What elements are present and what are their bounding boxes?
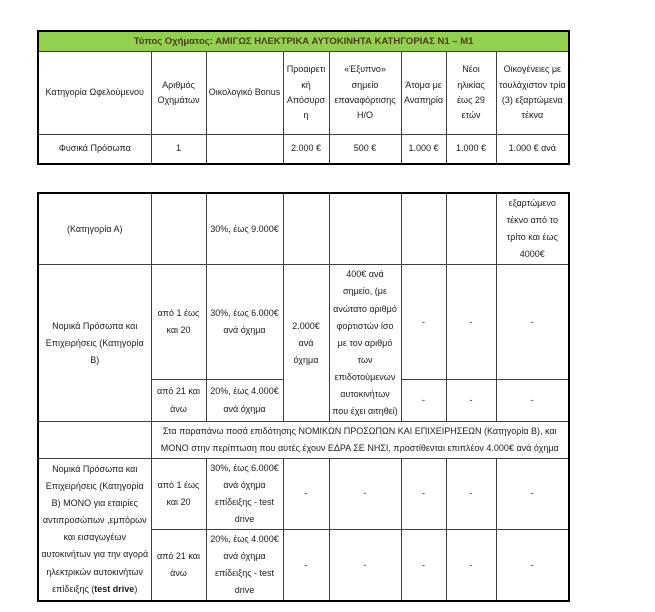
vehicle-type-table [37,30,570,165]
cell-empty [401,193,446,265]
cell-category-individuals: Φυσικά Πρόσωπα [38,135,151,165]
cell-dash: - [496,265,569,379]
cell-category-a: (Κατηγορία Α) [38,193,151,265]
cell-category-legal-entities: Νομικά Πρόσωπα και Επιχειρήσεις (Κατηγορία Β) [38,265,151,422]
cell-family-continuation: εξαρτώμενο τέκνο από το τρίτο και έως 4000€ [496,193,569,265]
table-row-test-drive-1-20 [38,458,569,529]
header-row [38,52,569,135]
cell-scrappage-per-vehicle: 2.000€ ανά όχημα [283,265,329,422]
cell-dash: - [401,458,446,529]
cell-num-21-plus: από 21 και άνω [151,529,206,601]
cell-dash: - [401,379,446,421]
cell-num-1-to-20: από 1 έως και 20 [151,458,206,529]
cell-dash: - [283,529,329,601]
table-row-legal-entities-1-20 [38,265,569,379]
test-drive-bold-text: test drive [94,583,135,594]
table-row-island-note [38,422,569,458]
cell-dash: - [329,458,401,529]
cell-eco-bonus-20pct-test-drive: 20%, έως 4.000€ ανά όχημα επίδειξης - test drive [206,529,283,601]
cell-empty [151,193,206,265]
cell-empty [283,193,329,265]
vehicle-type-title: Τύπος Οχήματος: ΑΜΙΓΩΣ ΗΛΕΚΤΡΙΚΑ ΑΥΤΟΚΙΝΗΤΑ ΚΑΤΗΓΟΡΙΑΣ Ν1 – Μ1 [38,31,569,52]
cell-num-vehicles: 1 [151,135,206,165]
cell-eco-bonus-30pct-test-drive: 30%, έως 6.000€ ανά όχημα επίδειξης - test drive [206,458,283,529]
island-note-text: Στα παραπάνω ποσά επιδότησης ΝΟΜΙΚΩΝ ΠΡΟΣΩΠΩΝ ΚΑΙ ΕΠΙΧΕΙΡΗΣΕΩΝ (Κατηγορία Β), και ΜΟΝΟ στην περίπτωση που αυτές έχουν ΕΔΡΑ ΣΕ ΝΗΣΙ, προστίθενται επιπλέον 4.000€ ανά όχημα [151,422,569,458]
cell-eco-bonus-20pct: 20%, έως 4.000€ ανά όχημα [206,379,283,421]
cell-dash: - [401,265,446,379]
cell-empty [38,422,151,458]
cell-dash: - [401,529,446,601]
cell-empty [329,193,401,265]
cell-young-amount: 1.000 € [446,135,496,165]
cell-dash: - [446,265,496,379]
cell-dash: - [496,529,569,601]
cell-family-amount: 1.000 € ανά [496,135,569,165]
cell-eco-bonus-cat-a: 30%, έως 9.000€ [206,193,283,265]
col-header-beneficiary-category: Κατηγορία Ωφελούμενου [38,52,151,135]
table-row-individuals [38,135,569,165]
col-header-disabled-persons: Άτομα με Αναπηρία [401,52,446,135]
cell-smart-point-amount: 500 € [329,135,401,165]
table-title-row [38,31,569,52]
cell-num-21-plus: από 21 και άνω [151,379,206,421]
col-header-smart-charging-point: «Έξυπνο» σημείο επαναφόρτισης Η/Ο [329,52,401,135]
cell-disabled-amount: 1.000 € [401,135,446,165]
cell-scrappage-amount: 2.000 € [283,135,329,165]
cell-eco-bonus-empty [206,135,283,165]
cell-dash: - [329,529,401,601]
cell-dash: - [496,458,569,529]
cell-dash: - [496,379,569,421]
cell-category-test-drive-companies: Νομικά Πρόσωπα και Επιχειρήσεις (Κατηγορία Β) ΜΟΝΟ για εταιρίες αντιπροσώπων ,εμπόρων και εισαγωγέων αυτοκινήτων για την αγορά ηλεκτρικών αυτοκινήτων επίδειξης (test drive) [38,458,151,601]
cell-eco-bonus-30pct: 30%, έως 6.000€ ανά όχημα [206,265,283,379]
col-header-young-under-29: Νέοι ηλικίας έως 29 ετών [446,52,496,135]
table-row-category-a-continuation [38,193,569,265]
cell-dash: - [446,529,496,601]
cell-empty [446,193,496,265]
continuation-table [37,192,570,602]
cell-num-1-to-20: από 1 έως και 20 [151,265,206,379]
col-header-eco-bonus: Οικολογικό Bonus [206,52,283,135]
col-header-families-3-children: Οικογένειες με τουλάχιστον τρία (3) εξαρτώμενα τέκνα [496,52,569,135]
col-header-num-vehicles: Αριθμός Οχημάτων [151,52,206,135]
col-header-optional-scrappage: Προαιρετι κή Απόσυρση [283,52,329,135]
cell-dash: - [446,379,496,421]
cell-dash: - [446,458,496,529]
cell-dash: - [283,458,329,529]
cell-smart-point-400: 400€ ανά σημείο, (με ανώτατο αριθμό φορτιστών ίσο με τον αριθμό των επιδοτούμενων αυτοκινήτων που έχει αιτηθεί) [329,265,401,422]
